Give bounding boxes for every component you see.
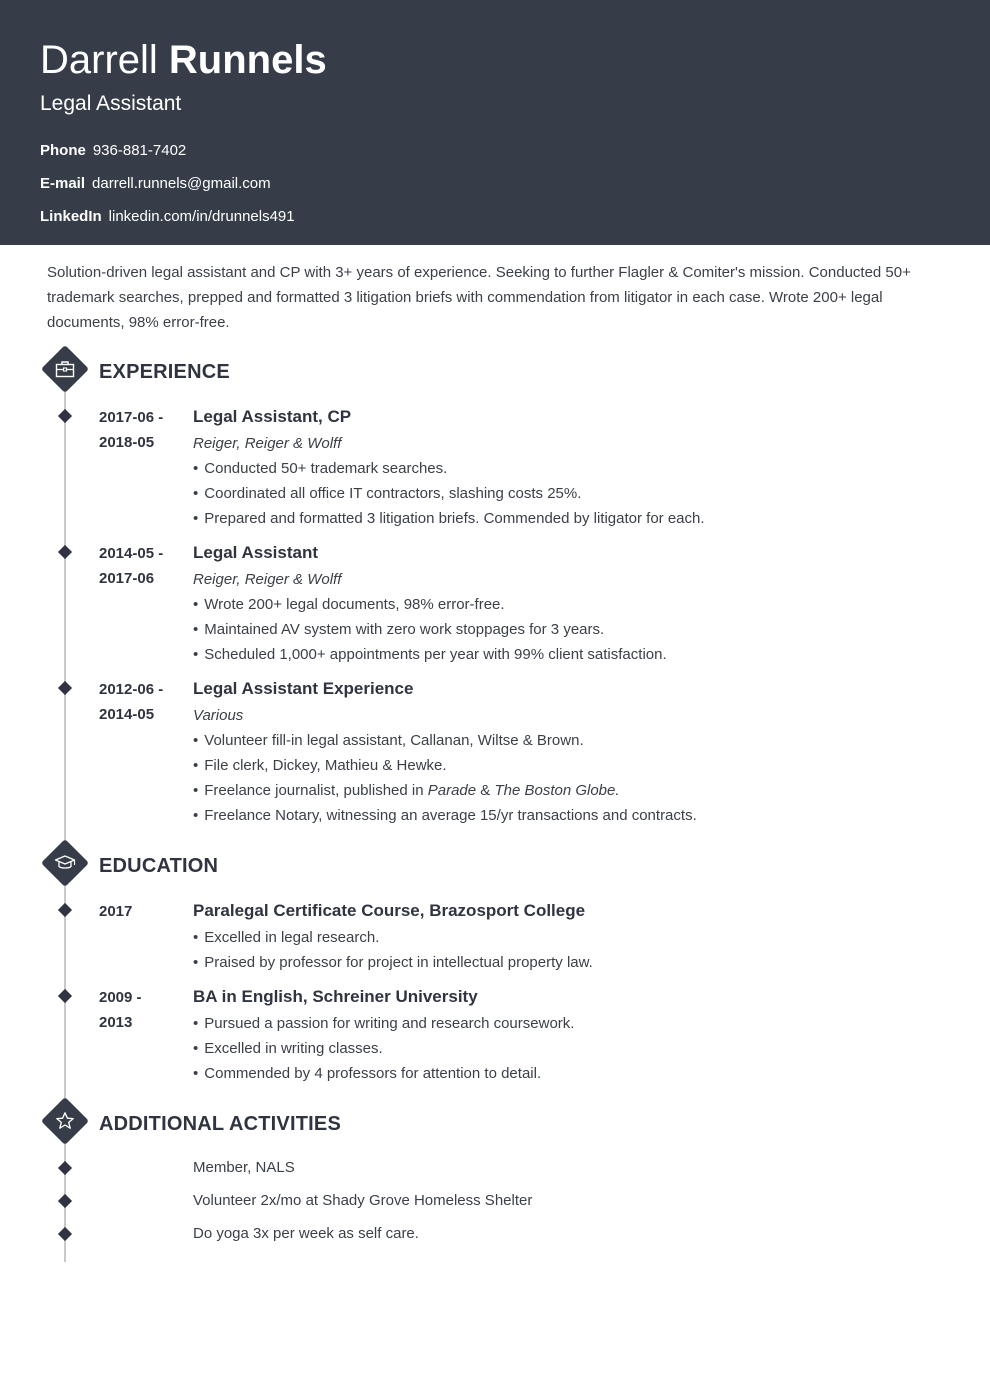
company-name: Reiger, Reiger & Wolff	[193, 435, 342, 452]
job-date	[99, 677, 163, 727]
contact-linkedin	[40, 207, 295, 227]
job-title: Legal Assistant Experience	[193, 679, 414, 698]
list-item: • Excelled in writing classes.	[193, 1039, 383, 1059]
date-end: 2014-05	[99, 706, 155, 723]
briefcase-icon	[52, 356, 78, 382]
bullet-text: &	[476, 782, 495, 799]
contact-label: Phone	[40, 142, 86, 159]
timeline-dot	[58, 1194, 72, 1208]
list-item: • Conducted 50+ trademark searches.	[193, 459, 447, 479]
linkedin-link[interactable]: linkedin.com/in/drunnels491	[108, 208, 295, 225]
timeline-dot	[58, 545, 72, 559]
last-name: Runnels	[168, 38, 327, 82]
date-end: 2017-06	[99, 570, 155, 587]
activity-item: Do yoga 3x per week as self care.	[193, 1225, 419, 1242]
list-item: • Prepared and formatted 3 litigation briefs. Commended by litigator for each.	[193, 509, 705, 529]
timeline-dot	[58, 681, 72, 695]
list-item: • Maintained AV system with zero work stoppages for 3 years.	[193, 620, 604, 640]
education-date	[99, 985, 142, 1035]
contact-phone	[40, 141, 186, 161]
timeline-dot	[58, 409, 72, 423]
publication-name: Parade	[427, 782, 477, 799]
list-item: • Commended by 4 professors for attention to detail.	[193, 1064, 541, 1084]
degree-title: Paralegal Certificate Course, Brazosport College	[193, 901, 586, 920]
date-start: 2017-06 -	[99, 409, 164, 426]
date-start: 2012-06 -	[99, 681, 164, 698]
list-item: • Wrote 200+ legal documents, 98% error-free.	[193, 595, 505, 615]
bullet-text: Freelance journalist, published in	[204, 782, 428, 799]
education-date: 2017	[99, 903, 133, 920]
phone-value[interactable]: 936-881-7402	[92, 142, 187, 159]
graduation-cap-icon	[52, 850, 78, 876]
list-item: • Freelance Notary, witnessing an average 15/yr transactions and contracts.	[193, 806, 697, 826]
publication-name: The Boston Globe.	[494, 782, 620, 799]
summary-paragraph: Solution-driven legal assistant and CP with 3+ years of experience. Seeking to further Flagler & Comiter's mission. Conducted 50+ trademark searches, prepped and formatted 3 litigation briefs with commendation from litigator in each case. Wrote 200+ legal documents, 98% error-free.	[47, 264, 911, 331]
list-item: • Praised by professor for project in intellectual property law.	[193, 953, 593, 973]
job-title: Legal Assistant, CP	[193, 407, 352, 426]
list-item: • Pursued a passion for writing and research coursework.	[193, 1014, 574, 1034]
activity-item: Volunteer 2x/mo at Shady Grove Homeless Shelter	[193, 1192, 533, 1209]
timeline-dot	[58, 1161, 72, 1175]
timeline-dot	[58, 989, 72, 1003]
company-name: Various	[193, 707, 244, 724]
email-link[interactable]: darrell.runnels@gmail.com	[92, 175, 271, 192]
job-title: Legal Assistant	[40, 92, 182, 115]
activity-item: Member, NALS	[193, 1159, 295, 1176]
contact-label: LinkedIn	[40, 208, 102, 225]
activities-heading: ADDITIONAL ACTIVITIES	[99, 1113, 341, 1135]
first-name: Darrell	[40, 38, 158, 82]
list-item	[193, 781, 620, 801]
timeline-dot	[58, 903, 72, 917]
list-item: • Coordinated all office IT contractors, slashing costs 25%.	[193, 484, 581, 504]
date-end: 2018-05	[99, 434, 155, 451]
list-item: • File clerk, Dickey, Mathieu & Hewke.	[193, 756, 447, 776]
degree-title: BA in English, Schreiner University	[193, 987, 478, 1006]
contact-email	[40, 174, 271, 194]
list-item: • Excelled in legal research.	[193, 928, 379, 948]
candidate-name	[40, 37, 327, 83]
company-name: Reiger, Reiger & Wolff	[193, 571, 342, 588]
experience-heading: EXPERIENCE	[99, 361, 230, 383]
list-item: • Scheduled 1,000+ appointments per year with 99% client satisfaction.	[193, 645, 667, 665]
education-heading: EDUCATION	[99, 855, 219, 877]
date-start: 2014-05 -	[99, 545, 164, 562]
contact-label: E-mail	[40, 175, 86, 192]
timeline-dot	[58, 1227, 72, 1241]
date-end: 2013	[99, 1014, 133, 1031]
job-date	[99, 405, 163, 455]
list-item: • Volunteer fill-in legal assistant, Callanan, Wiltse & Brown.	[193, 731, 584, 751]
star-icon	[52, 1108, 78, 1134]
date-start: 2009 -	[99, 989, 142, 1006]
job-title: Legal Assistant	[193, 543, 319, 562]
resume-header	[0, 0, 990, 245]
job-date	[99, 541, 163, 591]
